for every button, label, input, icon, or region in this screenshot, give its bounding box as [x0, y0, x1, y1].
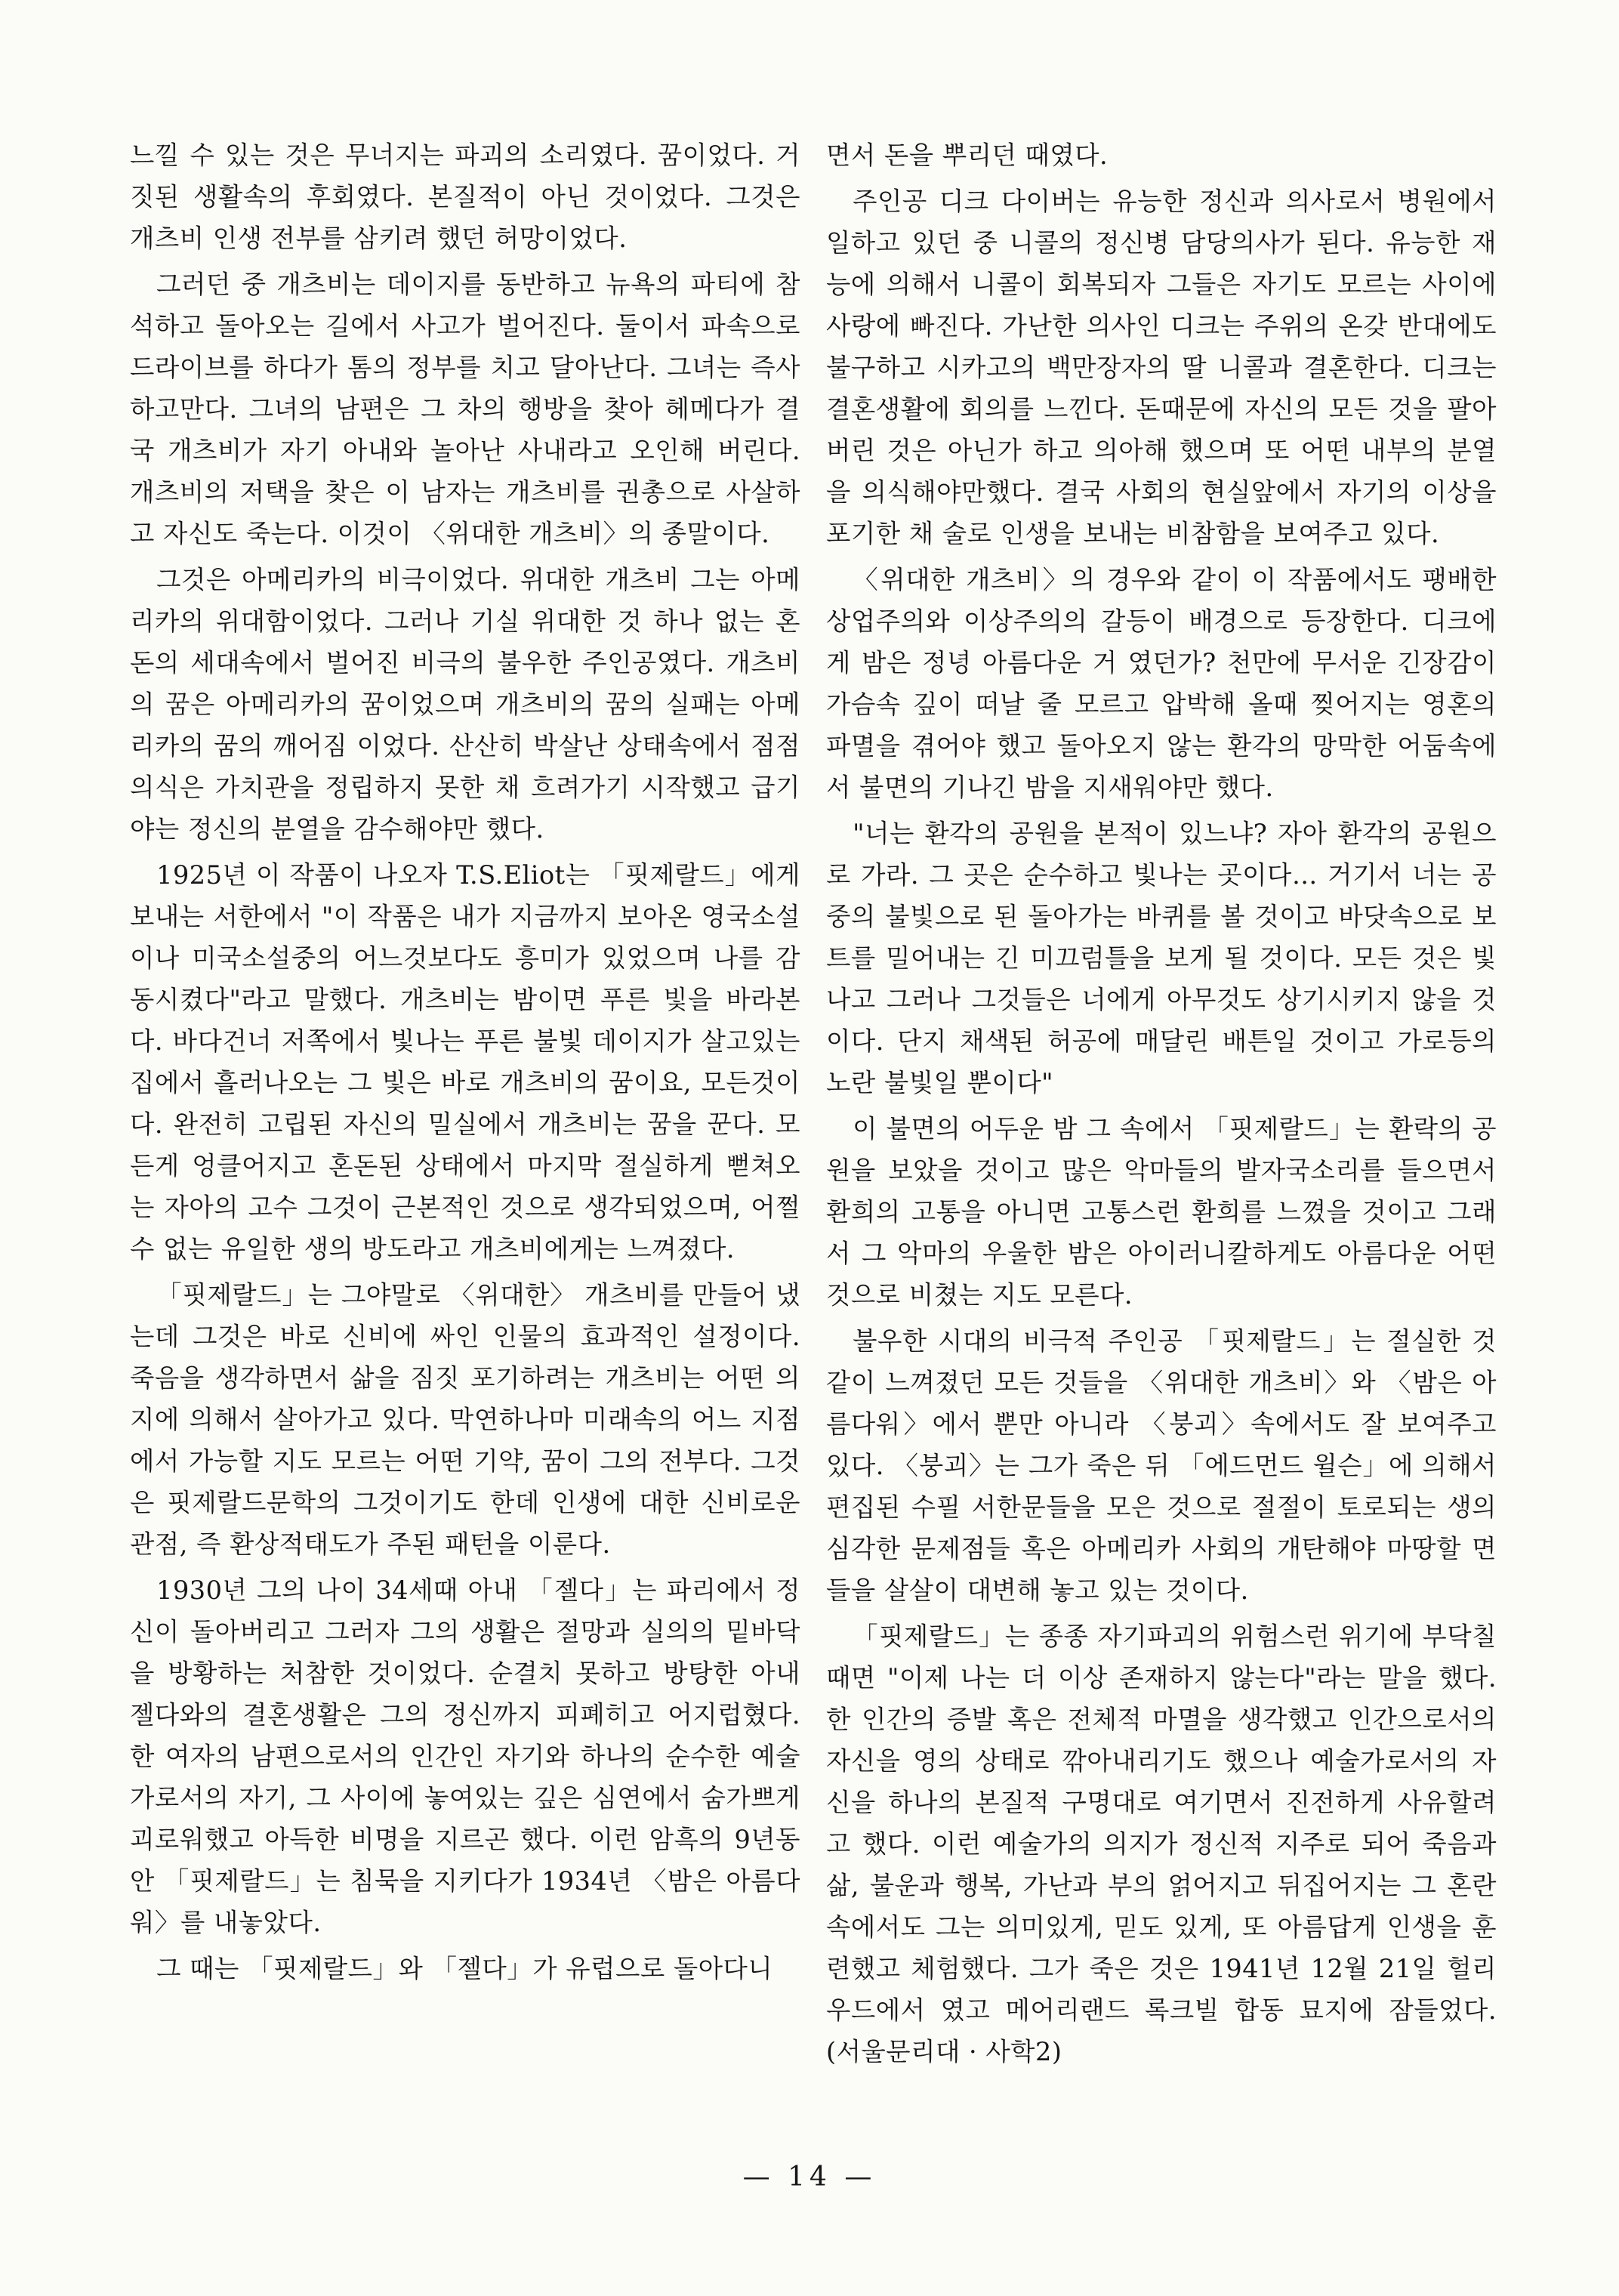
paragraph: 그것은 아메리카의 비극이었다. 위대한 개츠비 그는 아메리카의 위대함이었다. 그러나 기실 위대한 것 하나 없는 혼돈의 세대속에서 벌어진 비극의 불우한 주인공였다. 개츠비의 꿈은 아메리카의 꿈이었으며 개츠비의 꿈의 실패는 아메리카의 꿈의 깨어짐 이었다. 산산히 박살난 상태속에서 점점 의식은 가치관을 정립하지 못한 채 흐려가기 시작했고 급기야는 정신의 분열을 감수해야만 했다. [130, 565, 800, 844]
paragraph: 「핏제랄드」는 그야말로 〈위대한〉 개츠비를 만들어 냈는데 그것은 바로 신비에 싸인 인물의 효과적인 설정이다. 죽음을 생각하면서 삶을 짐짓 포기하려는 개츠비는 어떤 의지에 의해서 살아가고 있다. 막연하나마 미래속의 어느 지점에서 가능할 지도 모르는 어떤 기약, 꿈이 그의 전부다. 그것은 핏제랄드문학의 그것이기도 한데 인생에 대한 신비로운 관점, 즉 환상적태도가 주된 패턴을 이룬다. [130, 1280, 800, 1559]
paragraph: 불우한 시대의 비극적 주인공 「핏제랄드」는 절실한 것같이 느껴졌던 모든 것들을 〈위대한 개츠비〉와 〈밤은 아름다워〉에서 뿐만 아니라 〈붕괴〉속에서도 잘 보여주고 있다. 〈붕괴〉는 그가 죽은 뒤 「에드먼드 윌슨」에 의해서 편집된 수필 서한문들을 모은 것으로 절절이 토로되는 생의 심각한 문제점들 혹은 아메리카 사회의 개탄해야 마땅할 면들을 살살이 대변해 놓고 있는 것이다. [826, 1326, 1497, 1605]
quotation-paragraph: "너는 환각의 공원을 본적이 있느냐? 자아 환각의 공원으로 가라. 그 곳은 순수하고 빛나는 곳이다… 거기서 너는 공중의 불빛으로 된 돌아가는 바퀴를 볼 것이고 바닷속으로 보트를 밀어내는 긴 미끄럼틀을 보게 될 것이다. 모든 것은 빛나고 그러나 그것들은 너에게 아무것도 상기시키지 않을 것이다. 단지 채색된 허공에 매달린 배튼일 것이고 가로등의 노란 불빛일 뿐이다" [826, 819, 1497, 1097]
paragraph: 느낄 수 있는 것은 무너지는 파괴의 소리였다. 꿈이었다. 거짓된 생활속의 후회였다. 본질적이 아닌 것이었다. 그것은 개츠비 인생 전부를 삼키려 했던 허망이었다. [130, 140, 800, 253]
page-number: — 14 — [742, 2162, 877, 2193]
paragraph: 1930년 그의 나이 34세때 아내 「젤다」는 파리에서 정신이 돌아버리고 그러자 그의 생활은 절망과 실의의 밑바닥을 방황하는 처참한 것이었다. 순결치 못하고 방탕한 아내 젤다와의 결혼생활은 그의 정신까지 피폐히고 어지럽혔다. 한 여자의 남편으로서의 인간인 자기와 하나의 순수한 예술가로서의 자기, 그 사이에 놓여있는 깊은 심연에서 숨가쁘게 괴로워했고 아득한 비명을 지르곤 했다. 이런 암흑의 9년동안 「핏제랄드」는 침묵을 지키다가 1934년 〈밤은 아름다워〉를 내놓았다. [130, 1575, 800, 1937]
paragraph: 〈위대한 개츠비〉의 경우와 같이 이 작품에서도 팽배한 상업주의와 이상주의의 갈등이 배경으로 등장한다. 디크에게 밤은 정녕 아름다운 거 였던가? 천만에 무서운 긴장감이 가슴속 깊이 떠날 줄 모르고 압박해 올때 찢어지는 영혼의 파멸을 겪어야 했고 돌아오지 않는 환각의 망막한 어둠속에서 불면의 기나긴 밤을 지새워야만 했다. [826, 565, 1497, 802]
paragraph: 그 때는 「핏제랄드」와 「젤다」가 유럽으로 돌아다니 [156, 1954, 773, 1983]
paragraph: 그러던 중 개츠비는 데이지를 동반하고 뉴욕의 파티에 참석하고 돌아오는 길에서 사고가 벌어진다. 둘이서 파속으로 드라이브를 하다가 톰의 정부를 치고 달아난다. 그녀는 즉사하고만다. 그녀의 남편은 그 차의 행방을 찾아 헤메다가 결국 개츠비가 자기 아내와 놀아난 사내라고 오인해 버린다. 개츠비의 저택을 찾은 이 남자는 개츠비를 권총으로 사살하고 자신도 죽는다. 이것이 〈위대한 개츠비〉의 종말이다. [130, 270, 800, 548]
left-column [130, 134, 800, 2174]
paragraph: 1925년 이 작품이 나오자 T.S.Eliot는 「핏제랄드」에게 보내는 서한에서 "이 작품은 내가 지금까지 보아온 영국소설이나 미국소설중의 어느것보다도 흥미가 있었으며 나를 감동시켰다"라고 말했다. 개츠비는 밤이면 푸른 빛을 바라본다. 바다건너 저쪽에서 빛나는 푸른 불빛 데이지가 살고있는 집에서 흘러나오는 그 빛은 바로 개츠비의 꿈이요, 모든것이다. 완전히 고립된 자신의 밀실에서 개츠비는 꿈을 꾼다. 모든게 엉클어지고 혼돈된 상태에서 마지막 절실하게 뻗쳐오는 자아의 고수 그것이 근본적인 것으로 생각되었으며, 어쩔 수 없는 유일한 생의 방도라고 개츠비에게는 느껴졌다. [130, 860, 800, 1264]
paragraph: 이 불면의 어두운 밤 그 속에서 「핏제랄드」는 환락의 공원을 보았을 것이고 많은 악마들의 발자국소리를 들으면서 환희의 고통을 아니면 고통스런 환희를 느꼈을 것이고 그래서 그 악마의 우울한 밤은 아이러니칼하게도 아름다운 어떤 것으로 비쳤는 지도 모른다. [826, 1114, 1497, 1310]
document-page [130, 134, 1497, 2174]
right-column [826, 134, 1497, 2174]
paragraph: 「핏제랄드」는 종종 자기파괴의 위험스런 위기에 부닥칠때면 "이제 나는 더 이상 존재하지 않는다"라는 말을 했다. 한 인간의 증발 혹은 전체적 마멸을 생각했고 인간으로서의 자신을 영의 상태로 깎아내리기도 했으나 예술가로서의 자신을 하나의 본질적 구명대로 여기면서 진전하게 사유할려고 했다. 이런 예술가의 의지가 정신적 지주로 되어 죽음과 삶, 불운과 행복, 가난과 부의 얽어지고 뒤집어지는 그 혼란속에서도 그는 의미있게, 믿도 있게, 또 아름답게 인생을 훈련했고 체험했다. 그가 죽은 것은 1941년 12월 21일 헐리우드에서 였고 메어리랜드 록크빌 합동 묘지에 잠들었다. (서울문리대 · 사학2) [826, 1622, 1497, 2066]
paragraph: 면서 돈을 뿌리던 때였다. [826, 140, 1109, 170]
paragraph: 주인공 디크 다이버는 유능한 정신과 의사로서 병원에서 일하고 있던 중 니콜의 정신병 담당의사가 된다. 유능한 재능에 의해서 니콜이 회복되자 그들은 자기도 모르는 사이에 사랑에 빠진다. 가난한 의사인 디크는 주위의 온갖 반대에도 불구하고 시카고의 백만장자의 딸 니콜과 결혼한다. 디크는 결혼생활에 회의를 느낀다. 돈때문에 자신의 모든 것을 팔아버린 것은 아닌가 하고 의아해 했으며 또 어떤 내부의 분열을 의식해야만했다. 결국 사회의 현실앞에서 자기의 이상을 포기한 채 술로 인생을 보내는 비참함을 보여주고 있다. [826, 187, 1497, 548]
